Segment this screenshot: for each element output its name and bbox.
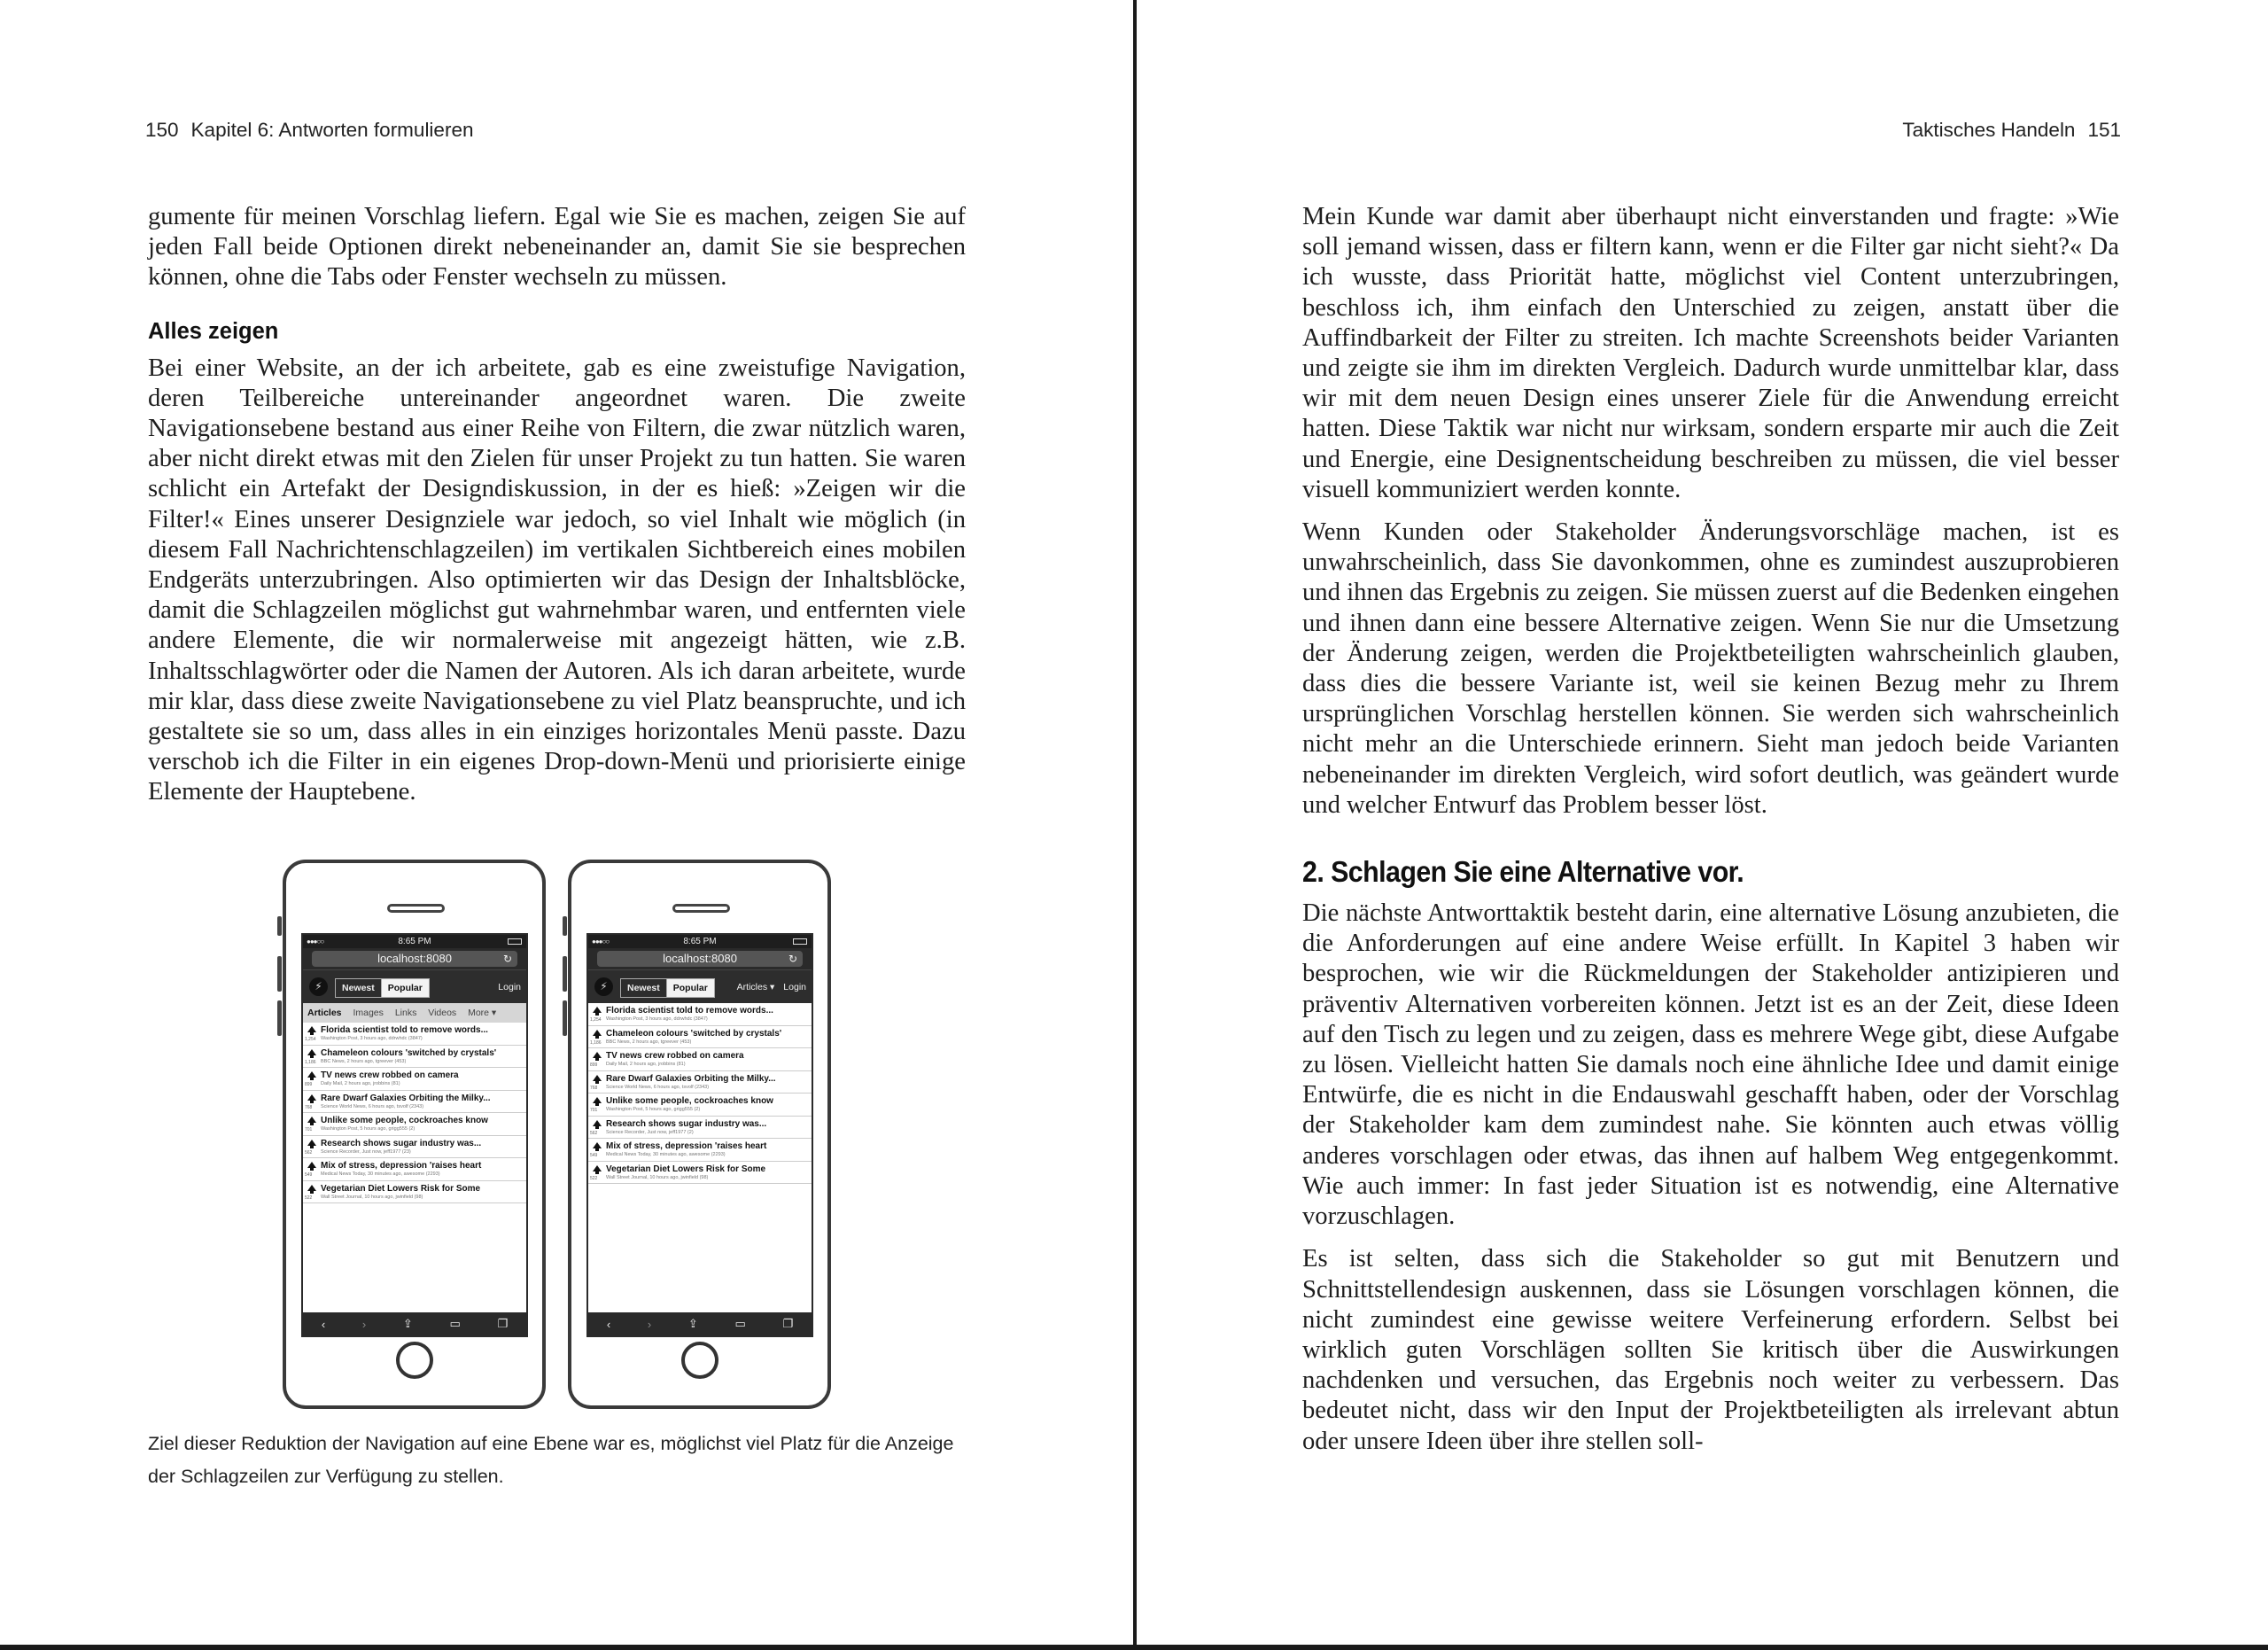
headline-title[interactable]: Mix of stress, depression 'raises heart [321,1161,482,1171]
headline-meta: BBC News, 2 hours ago, tgreever (453) [321,1058,407,1064]
headline-meta: Daily Mail, 2 hours ago, jrobbins (81) [321,1081,400,1086]
figure-caption: Ziel dieser Reduktion der Navigation auf eine Ebene war es, möglichst viel Platz für die Anzeige der Schlagzeilen zur Verfügung zu stellen. [148,1433,954,1487]
list-item[interactable] [303,1181,526,1204]
upvote-icon[interactable] [307,1026,316,1032]
vote-count: 1,186 [590,1039,602,1046]
status-time: 8:65 PM [683,937,717,946]
filter-tab-articles[interactable]: Articles [307,1008,342,1018]
site-logo-icon[interactable]: ⚡ [594,977,613,996]
list-item[interactable] [303,1023,526,1046]
subheading-alles-zeigen: Alles zeigen [148,318,279,344]
upvote-icon[interactable] [593,1120,602,1126]
phone-screen [301,933,528,1337]
list-item[interactable] [303,1136,526,1159]
headline-title[interactable]: Vegetarian Diet Lowers Risk for Some [321,1183,481,1194]
left-text-column [148,202,966,808]
right-paragraph-1: Mein Kunde war damit aber überhaupt nicht einverstanden und fragte: »Wie soll jemand wissen, dass er filtern kann, wenn er die Filter gar nicht sieht?« Da ich wusste, dass Priorität hatte, möglichst viel Content unterzubringen, beschloss ich, ihm einfach den Unterschied zu zeigen, anstatt über die Auffindbarkeit der Filter zu streiten. Ich machte Screenshots beider Varianten und zeigte sie ihm im direkten Vergleich. Dadurch wurde unmittelbar klar, dass wir mit dem neuen Design eines unserer Ziele für die Anwendung erreicht hatten. Diese Taktik war nicht nur wirksam, sondern ersparte mir auch die Zeit und Energie, eine Designentscheidung beschreiben zu müssen, die viel besser visuell kommuniziert werden konnte. [1302,203,2119,503]
status-bar [588,935,812,948]
list-item[interactable] [588,1071,812,1094]
phone-side-button [563,916,567,936]
back-icon[interactable]: ‹ [321,1317,326,1331]
phone-mockup-before [283,860,546,1409]
headline-meta: Science World News, 6 hours ago, tsvolf (2343) [321,1103,424,1109]
upvote-icon[interactable] [307,1094,316,1101]
status-bar [303,935,526,948]
share-icon[interactable]: ⇪ [402,1317,413,1330]
vote-count: 549 [590,1153,598,1158]
share-icon[interactable]: ⇪ [687,1317,698,1330]
phone-side-button [277,956,282,992]
phone-side-button [563,956,567,992]
phone-side-button [563,1000,567,1036]
browser-toolbar [303,1312,526,1335]
tab-popular[interactable]: Popular [381,979,429,997]
phone-mockup-after [568,860,831,1409]
list-item[interactable] [588,1117,812,1140]
left-page-number: 150 [145,119,179,141]
headline-title[interactable]: TV news crew robbed on camera [606,1051,744,1061]
headline-title[interactable]: Rare Dwarf Galaxies Orbiting the Milky... [606,1073,776,1084]
headline-title[interactable]: Rare Dwarf Galaxies Orbiting the Milky... [321,1093,491,1103]
filter-tab-videos[interactable]: Videos [428,1008,457,1018]
headline-title[interactable]: Vegetarian Diet Lowers Risk for Some [606,1164,766,1174]
vote-count: 1,254 [590,1017,602,1023]
headline-list [303,1023,526,1203]
upvote-icon[interactable] [307,1185,316,1191]
headline-meta: Science Recorder, Just now, jeff1977 (2) [606,1129,694,1135]
list-item[interactable] [588,1139,812,1162]
list-item[interactable] [303,1091,526,1114]
vote-count: 522 [305,1195,313,1201]
vote-count: 899 [590,1062,598,1068]
headline-meta: Wall Street Journal, 10 hours ago, jwinfield (98) [606,1174,709,1180]
upvote-icon[interactable] [593,1165,602,1171]
right-paragraph-3: Die nächste Antworttaktik besteht darin, eine alternative Lösung anzubieten, die die Anforderungen auf eine andere Weise erfüllt. In Kapitel 3 haben wir besprochen, wie wir die Rückmeldungen der Stakeholder antizipieren und präventiv Alternativen vorbereiten können. Jetzt ist es an der Zeit, diese Ideen auf den Tisch zu legen und zu zeigen, dass es mehrere Wege gibt, diese Aufgabe zu lösen. Vielleicht hatten Sie damals noch eine ähnliche Idee und damit einige Entwürfe, die es nicht in die Endauswahl geschafft haben, oder der Vorschlag der Stakeholder kam dem zumindest nahe. Sie könnten auch etwas völlig anderes vorschlagen oder etwas, das ihnen auf halbem Weg entgegenkommt. Wie auch immer: In fast jeder Situation ist es notwendig, eine Alternative vorzuschlagen. [1302,899,2119,1231]
status-time: 8:65 PM [398,937,431,946]
upvote-icon[interactable] [593,1030,602,1036]
list-item[interactable] [588,1026,812,1049]
list-item[interactable] [588,1048,812,1071]
headline-title[interactable]: Florida scientist told to remove words... [321,1025,488,1035]
tabs-icon[interactable]: ❐ [782,1317,794,1330]
sort-segmented-control [335,978,430,998]
upvote-icon[interactable] [593,1007,602,1013]
url-field[interactable] [312,951,517,967]
headline-meta: Science World News, 6 hours ago, tsvolf (2343) [606,1084,710,1090]
upvote-icon[interactable] [307,1117,316,1123]
site-logo-icon[interactable]: ⚡ [309,977,328,996]
sort-segmented-control [620,978,715,998]
back-icon[interactable]: ‹ [606,1317,611,1331]
headline-meta: Science Recorder, Just now, jeff1977 (23) [321,1148,411,1155]
tab-newest[interactable]: Newest [627,983,660,993]
right-running-head [1902,119,2121,142]
url-text: localhost:8080 [663,952,737,965]
headline-meta: Medical News Today, 30 minutes ago, awesome (2293) [321,1171,440,1177]
reload-icon[interactable]: ↻ [788,953,797,965]
phone-speaker [672,904,730,913]
upvote-icon[interactable] [593,1097,602,1103]
filter-tab-links[interactable]: Links [394,1008,417,1018]
forward-icon[interactable]: › [361,1317,367,1331]
headline-title[interactable]: Unlike some people, cockroaches know [606,1096,773,1106]
headline-title[interactable]: Unlike some people, cockroaches know [321,1116,488,1125]
vote-count: 522 [590,1175,598,1181]
vote-count: 1,186 [305,1059,316,1065]
page-bottom-edge [0,1645,2268,1650]
filter-tab-images[interactable]: Images [353,1008,384,1018]
list-item[interactable] [303,1158,526,1181]
headline-title[interactable]: Research shows sugar industry was... [321,1138,482,1148]
filter-tabs [303,1003,526,1023]
phone-speaker [387,904,445,913]
list-item[interactable] [588,1094,812,1117]
reload-icon[interactable]: ↻ [502,953,512,965]
right-paragraph-2: Wenn Kunden oder Stakeholder Änderungsvorschläge machen, ist es unwahrscheinlich, dass Sie davonkommen, ohne es zumindest auszuprobieren und ihnen das Ergebnis zu zeigen. Sie müssen zuerst auf die Bedenken eingehen und ihnen dann eine bessere Alternative zeigen. Wenn Sie nur die Umsetzung der Änderung zeigen, werden die Projektbeteiligten wahrscheinlich glauben, dass dies die bessere Variante ist, weil sie keinen Bezug mehr zu Ihrem ursprünglichen Vorschlag herstellen können. Sie werden sich wahrscheinlich nicht mehr an die Unterschiede erinnern. Sieht man jedoch beide Varianten nebeneinander im direkten Vergleich, wird sofort deutlich, was geändert wurde und welcher Entwurf das Problem besser löst. [1302,518,2119,819]
list-item[interactable] [303,1068,526,1091]
headline-meta: Medical News Today, 30 minutes ago, awesome (2293) [606,1152,726,1157]
filter-tab-more[interactable]: More ▾ [468,1008,497,1018]
headline-meta: Washington Post, 5 hours ago, grigg555 (2) [321,1126,416,1132]
vote-count: 701 [305,1127,313,1132]
tabs-icon[interactable]: ❐ [497,1317,509,1330]
site-navbar [303,969,526,1003]
battery-icon [508,938,522,945]
upvote-icon[interactable] [593,1075,602,1081]
address-bar [588,948,812,969]
headline-title[interactable]: Mix of stress, depression 'raises heart [606,1141,767,1151]
vote-count: 701 [590,1108,598,1113]
upvote-icon[interactable] [593,1052,602,1058]
headline-meta: Wall Street Journal, 10 hours ago, jwinfield (98) [321,1194,423,1200]
headline-title[interactable]: Florida scientist told to remove words... [606,1006,773,1016]
bookmarks-icon[interactable]: ▭ [734,1317,746,1330]
right-paragraph-4: Es ist selten, dass sich die Stakeholder so gut mit Benutzern und Schnittstellendesign auskennen, dass sie Lösungen vorschlagen können, die nicht zumindest eine gewisse weitere Verfeinerung erfordern. Selbst bei wirklich guten Vorschlägen sollten Sie kritisch über die Auswirkungen nachdenken und versuchen, das Ergebnis noch weiter zu verbessern. Das bedeutet nicht, dass wir den Input der Projektbeteiligten als irrelevant abtun oder unsere Ideen über ihre stellen soll- [1302,1245,2119,1455]
headline-meta: Washington Post, 5 hours ago, grigg555 (2) [606,1107,701,1112]
list-item[interactable] [303,1113,526,1136]
vote-count: 768 [305,1104,313,1110]
battery-icon [793,938,807,945]
phone-screen [586,933,813,1337]
vote-count: 549 [305,1172,313,1178]
vote-count: 562 [305,1149,313,1156]
navbar-right [737,978,806,996]
headline-title[interactable]: Research shows sugar industry was... [606,1118,767,1129]
section-heading: 2. Schlagen Sie eine Alternative vor. [1302,855,1744,889]
vote-count: 1,254 [305,1037,316,1042]
right-text-column [1302,202,2119,1457]
upvote-icon[interactable] [307,1162,316,1168]
headline-list [588,1003,812,1184]
headline-title[interactable]: Chameleon colours 'switched by crystals' [321,1047,497,1058]
right-page-number: 151 [2087,119,2121,141]
headline-meta: Daily Mail, 2 hours ago, jrobbins (81) [606,1062,686,1067]
left-paragraph-1: gumente für meinen Vorschlag liefern. Egal wie Sie es machen, zeigen Sie auf jeden Fall beide Optionen direkt nebeneinander an, damit Sie sie besprechen können, ohne die Tabs oder Fenster wechseln zu müssen. [148,203,966,292]
right-section-title: Taktisches Handeln [1902,119,2076,141]
left-paragraph-2: Bei einer Website, an der ich arbeitete, gab es eine zweistufige Navigation, deren Teilbereiche untereinander angeordnet waren. Die zweite Navigationsebene bestand aus einer Reihe von Filtern, die zwar nützlich waren, aber nicht direkt etwas mit den Zielen für unser Projekt zu tun hatten. Sie waren schlicht ein Artefakt der Designdiskussion, in der es hieß: »Zeigen wir die Filter!« Eines unserer Designziele war jedoch, so viel Inhalt wie möglich (in diesem Fall Nachrichtenschlagzeilen) im vertikalen Sichtbereich eines mobilen Endgeräts unterzubringen. Also optimierten wir das Design der Inhaltsblöcke, damit die Schlagzeilen möglichst gut wahrnehmbar waren, und entfernten viele andere Elemente, die wir normalerweise mit angezeigt hätten, wie z.B. Inhaltsschlagwörter oder die Namen der Autoren. Als ich daran arbeitete, wurde mir klar, dass diese zweite Navigationsebene zu viel Platz beanspruchte, und ich gestaltete sie so um, dass alles in ein einziges horizontales Menü passte. Dazu verschob ich die Filter in ein eigenes Drop-down-Menü und priorisierte einige Elemente der Hauptebene. [148,354,966,806]
list-item[interactable] [588,1003,812,1026]
list-item[interactable] [303,1046,526,1069]
browser-toolbar [588,1312,812,1335]
headline-meta: Washington Post, 3 hours ago, ddrwhdc (3847) [606,1016,708,1022]
headline-title[interactable]: TV news crew robbed on camera [321,1070,459,1080]
headline-title[interactable]: Chameleon colours 'switched by crystals' [606,1028,782,1039]
articles-dropdown[interactable]: Articles ▾ [736,982,775,992]
vote-count: 899 [305,1082,313,1087]
upvote-icon[interactable] [307,1071,316,1078]
address-bar [303,948,526,969]
vote-count: 562 [590,1130,598,1136]
home-button[interactable] [681,1342,718,1379]
headline-meta: Washington Post, 3 hours ago, ddrwhdc (3847) [321,1036,423,1041]
upvote-icon[interactable] [307,1049,316,1055]
signal-icon: ●●●○○ [592,938,610,946]
upvote-icon[interactable] [593,1142,602,1148]
bookmarks-icon[interactable]: ▭ [449,1317,461,1330]
upvote-icon[interactable] [307,1140,316,1146]
list-item[interactable] [588,1162,812,1185]
phone-side-button [277,1000,282,1036]
headline-meta: BBC News, 2 hours ago, tgreever (453) [606,1039,692,1045]
site-navbar [588,969,812,1003]
url-field[interactable] [597,951,803,967]
tab-newest[interactable]: Newest [342,983,375,993]
left-page [0,0,1133,1650]
login-link[interactable]: Login [498,982,521,992]
forward-icon[interactable]: › [647,1317,652,1331]
tab-popular[interactable]: Popular [666,979,714,997]
vote-count: 768 [590,1085,598,1091]
phone-side-button [277,916,282,936]
left-running-head [145,119,473,142]
login-link[interactable]: Login [783,982,806,992]
home-button[interactable] [396,1342,433,1379]
navbar-right [498,978,521,996]
url-text: localhost:8080 [377,952,452,965]
signal-icon: ●●●○○ [307,938,324,946]
left-chapter-title: Kapitel 6: Antworten formulieren [190,119,474,141]
